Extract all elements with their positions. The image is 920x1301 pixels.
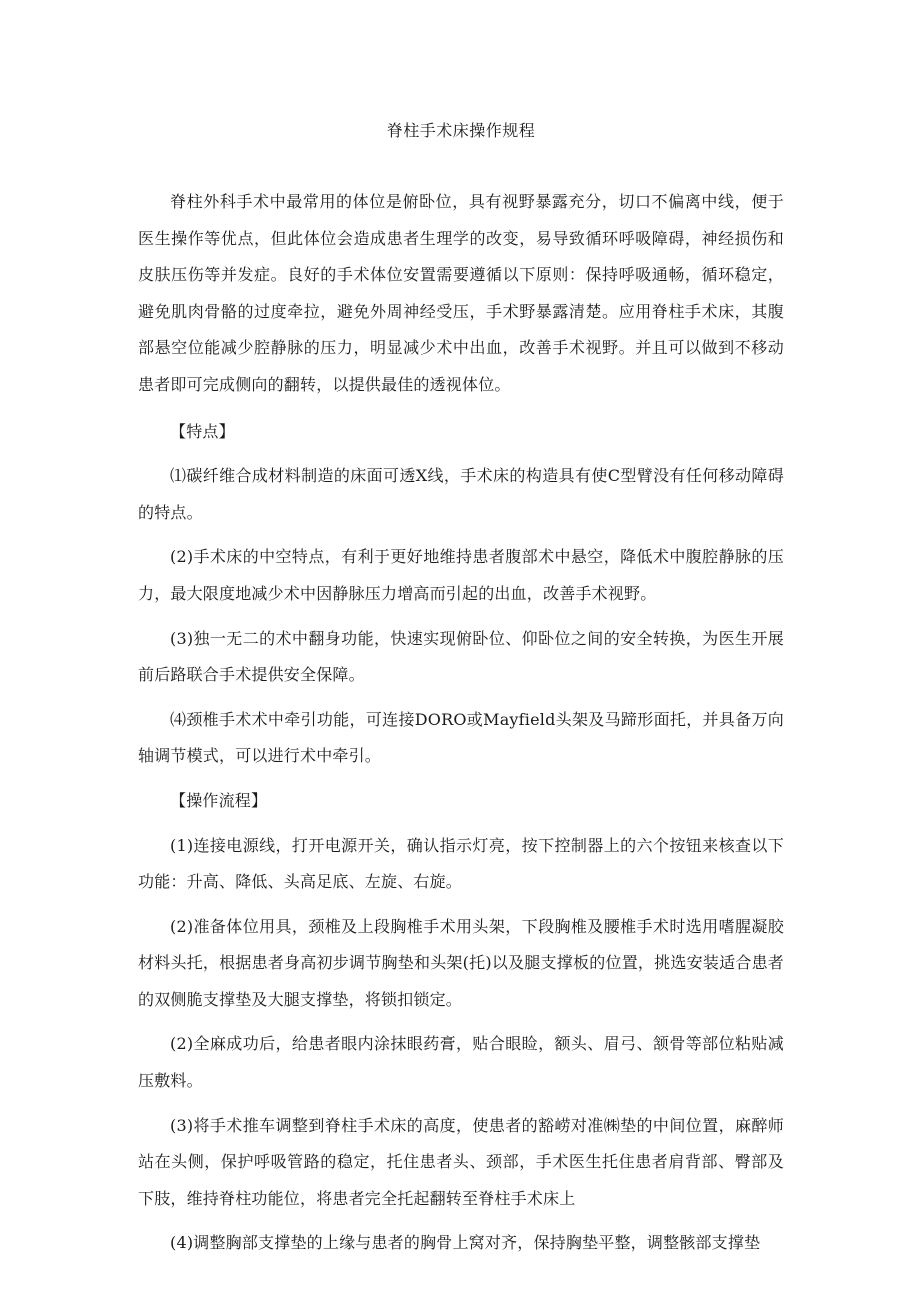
feature-item-3: (3)独一无二的术中翻身功能，快速实现俯卧位、仰卧位之间的安全转换，为医生开展前后路联合手术提供安全保障。 [138, 628, 784, 685]
process-heading: 【操作流程】 [170, 790, 268, 810]
document-body [138, 116, 784, 1270]
process-step-1: (1)连接电源线，打开电源开关，确认指示灯亮，按下控制器上的六个按钮来核查以下功能：升高、降低、头高足底、左旋、右旋。 [138, 835, 784, 892]
process-step-5: (4)调整胸部支撑垫的上缘与患者的胸骨上窝对齐，保持胸垫平整，调整骸部支撑垫 [170, 1233, 761, 1253]
intro-paragraph: 脊柱外科手术中最常用的体位是俯卧位，具有视野暴露充分，切口不偏离中线，便于医生操作等优点，但此体位会造成患者生理学的改变，易导致循环呼吸障碍，神经损伤和皮肤压伤等并发症。良好的手术体位安置需要遵循以下原则：保持呼吸通畅，循环稳定，避免肌肉骨骼的过度牵拉，避免外周神经受压，手术野暴露清楚。应用脊柱手术床，其腹部悬空位能减少腔静脉的压力，明显减少术中出血，改善手术视野。并且可以做到不移动患者即可完成侧向的翻转，以提供最佳的透视体位。 [138, 192, 784, 394]
features-heading: 【特点】 [170, 421, 235, 441]
document-title: 脊柱手术床操作规程 [386, 121, 536, 140]
process-step-2: (2)准备体位用具，颈椎及上段胸椎手术用头架，下段胸椎及腰椎手术时选用嗜腥凝胶材料头托，根据患者身高初步调节胸垫和头架(托)以及腿支撑板的位置，挑选安装适合患者的双侧脆支撑垫及大腿支撑垫，将锁扣锁定。 [138, 916, 784, 1009]
process-step-4: (3)将手术推车调整到脊柱手术床的高度，使患者的豁崂对准㈱垫的中间位置，麻醉师站在头侧，保护呼吸管路的稳定，托住患者头、颈部，手术医生托住患者肩背部、臀部及下肢，维持脊柱功能位，将患者完全托起翻转至脊柱手术床上 [138, 1115, 784, 1208]
process-step-3: (2)全麻成功后，给患者眼内涂抹眼药膏，贴合眼睑，额头、眉弓、颔骨等部位粘贴减压敷料。 [138, 1034, 784, 1091]
feature-item-1: ⑴碳纤维合成材料制造的床面可透X线，手术床的构造具有使C型臂没有任何移动障碍的特点。 [138, 466, 784, 522]
feature-item-4: ⑷颈椎手术术中牵引功能，可连接DORO或Mayfield头架及马蹄形面托，并具备万向轴调节模式，可以进行术中牵引。 [138, 709, 784, 766]
feature-item-2: (2)手术床的中空特点，有利于更好地维持患者腹部术中悬空，降低术中腹腔静脉的压力，最大限度地减少术中因静脉压力增高而引起的出血，改善手术视野。 [138, 547, 784, 603]
